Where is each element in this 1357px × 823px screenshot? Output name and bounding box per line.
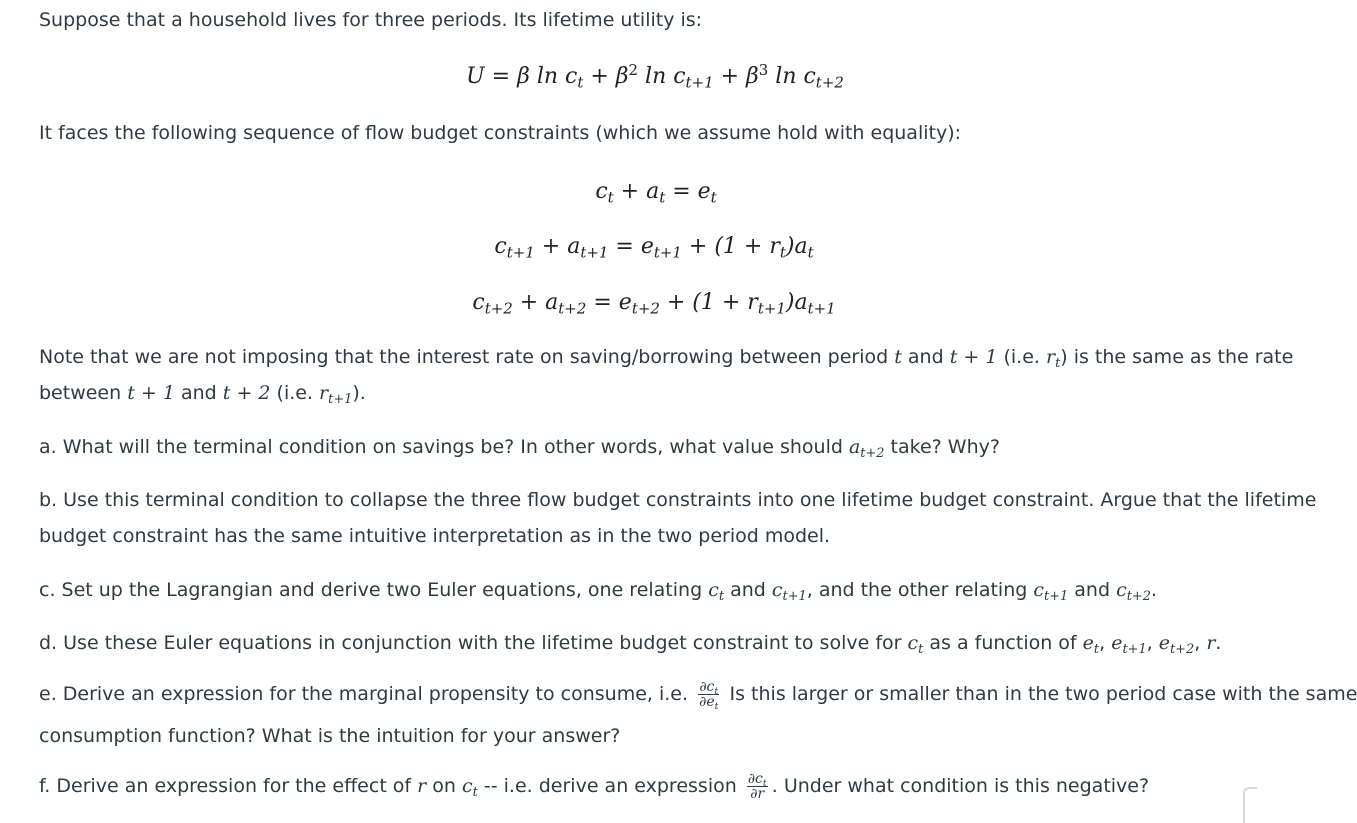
scrollbar-corner[interactable] [1243,787,1257,823]
budget-constraint-2: $c_{t+1} + a_{t+1} = e_{t+1} + (1 + r_t)a_t$ [494,234,814,262]
question-d: d. Use these Euler equations in conjunction with the lifetime budget constraint to solve for $c_t$ as a function of $e_t$, $e_{t+1}$, $e_{t+2}$, r. [39,632,1222,657]
interest-derivative-fraction: $\frac{\partial c_t}{\partial r}$ [747,771,767,802]
intro-text: Suppose that a household lives for three periods. Its lifetime utility is: [39,9,703,31]
question-a: a. What will the terminal condition on savings be? In other words, what value should $a_{t+2}$ take? Why? [39,436,1000,461]
question-b-line-2: budget constraint has the same intuitive interpretation as in the two period model. [39,525,831,547]
question-e-line-2: consumption function? What is the intuition for your answer? [39,725,621,747]
question-f: f. Derive an expression for the effect of r on $c_t -- i.e$. derive an expression $\frac{\partial c_t}{\partial r}$ . Under what condition is this negative? [39,771,1150,802]
question-b-line-1: b. Use this terminal condition to collapse the three flow budget constraints into one lifetime budget constraint. Argue that the lifetime [39,489,1317,511]
note-line-2: between t + 1 and t + 2 (i.e. $r_{t+1}$). [39,382,366,407]
mpc-fraction: $\frac{\partial c_t}{\partial e_t}$ [699,679,719,712]
budget-constraint-3: $c_{t+2} + a_{t+2} = e_{t+2} + (1 + r_{t+1})a_{t+1}$ [472,290,836,318]
question-c: c. Set up the Lagrangian and derive two Euler equations, one relating $c_t$ and $c_{t+1}$, and the other relating $c_{t+1}$ and $c_{t+2}$. [39,579,1157,604]
utility-equation: U = β $\ln c_t + \beta^2$ $\ln c_{t+1} + \beta^3$ $\ln c_{t+2}$ [466,60,844,92]
budget-constraint-1: $c_t + a_t = e_t$ [595,179,717,207]
question-e-line-1: e. Derive an expression for the marginal propensity to consume, i.e. $\frac{\partial c_t}{\partial e_t}$ Is this larger or smaller than in the two period case with the same [39,679,1357,712]
constraints-intro: It faces the following sequence of flow budget constraints (which we assume hold with equality): [39,122,962,144]
note-line-1: Note that we are not imposing that the interest rate on saving/borrowing between period t and t + 1 (i.e. $r_t$) is the same as the rate [39,346,1294,371]
